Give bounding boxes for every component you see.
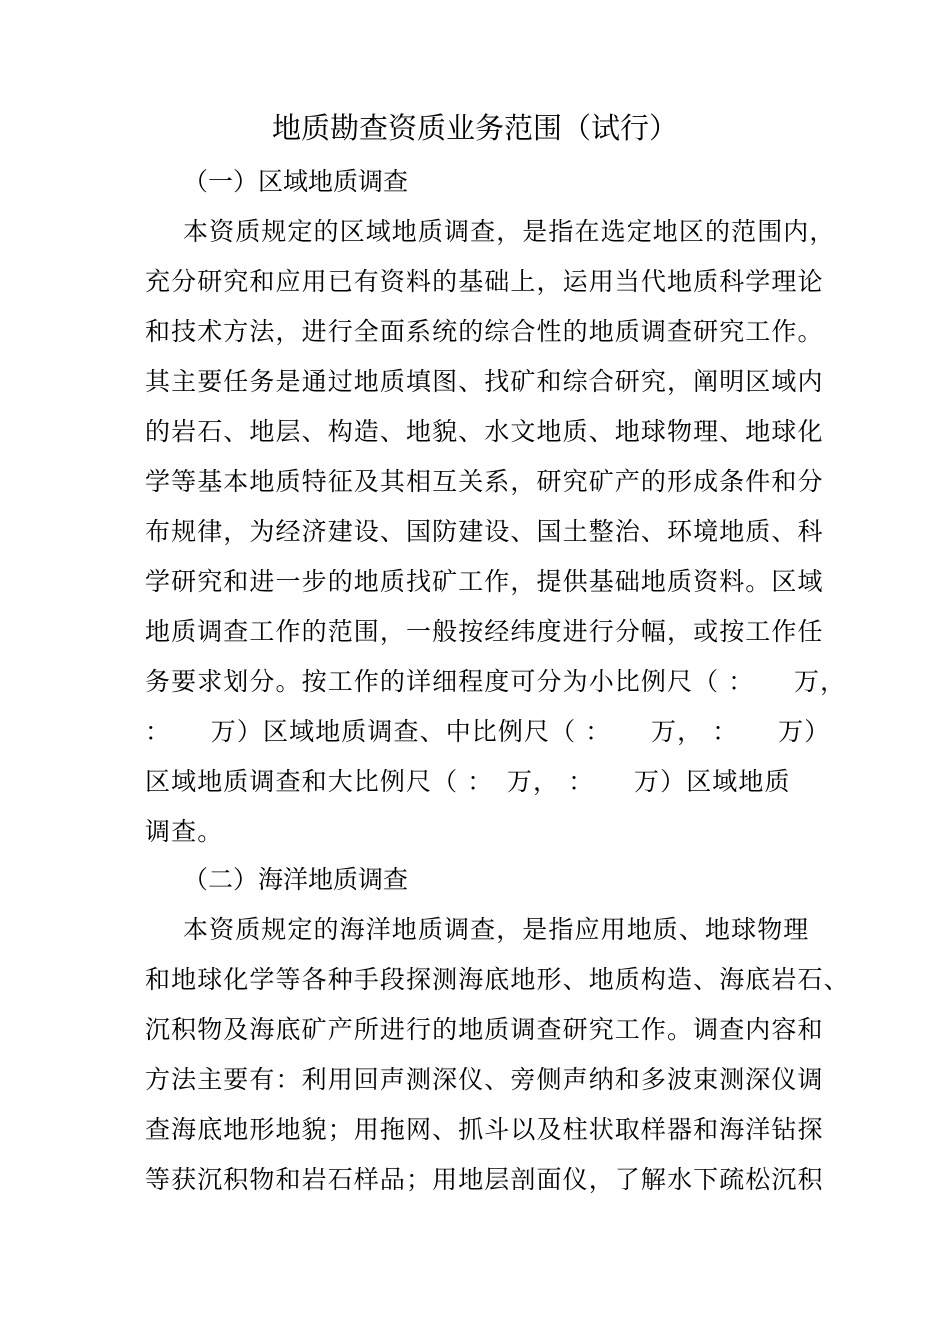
paragraph-line: 本资质规定的海洋地质调查，是指应用地质、地球物理: [183, 915, 810, 944]
paragraph-line: 沉积物及海底矿产所进行的地质调查研究工作。调查内容和: [145, 1015, 824, 1044]
paragraph-line: 和技术方法，进行全面系统的综合性的地质调查研究工作。: [145, 317, 824, 346]
paragraph-line: 查海底地形地貌；用拖网、抓斗以及柱状取样器和海洋钻探: [145, 1115, 824, 1144]
document-title: 地质勘查资质业务范围（试行）: [271, 111, 678, 145]
section-heading-regional-survey: （一）区域地质调查: [183, 167, 409, 196]
paragraph-line: 学等基本地质特征及其相互关系，研究矿产的形成条件和分: [145, 467, 824, 496]
paragraph-line: 和地球化学等各种手段探测海底地形、地质构造、海底岩石、: [145, 965, 850, 994]
paragraph-line: 其主要任务是通过地质填图、找矿和综合研究，阐明区域内: [145, 367, 824, 396]
paragraph-line: 方法主要有：利用回声测深仪、旁侧声纳和多波束测深仪调: [145, 1065, 824, 1094]
paragraph-line: ： 万）区域地质调查、中比例尺（ ： 万， ： 万）: [145, 717, 831, 746]
paragraph-line: 地质调查工作的范围，一般按经纬度进行分幅，或按工作任: [145, 617, 824, 646]
paragraph-line: 调查。: [145, 817, 224, 846]
paragraph-line: 务要求划分。按工作的详细程度可分为小比例尺（ ： 万，: [145, 667, 847, 696]
section-heading-marine-survey: （二）海洋地质调查: [183, 865, 409, 894]
paragraph-line: 的岩石、地层、构造、地貌、水文地质、地球物理、地球化: [145, 417, 824, 446]
paragraph-line: 布规律，为经济建设、国防建设、国土整治、环境地质、科: [145, 517, 824, 546]
paragraph-line: 充分研究和应用已有资料的基础上，运用当代地质科学理论: [145, 267, 824, 296]
paragraph-line: 等获沉积物和岩石样品；用地层剖面仪，了解水下疏松沉积: [145, 1165, 824, 1194]
paragraph-line: 学研究和进一步的地质找矿工作，提供基础地质资料。区域: [145, 567, 824, 596]
paragraph-line: 本资质规定的区域地质调查，是指在选定地区的范围内，: [183, 217, 836, 246]
paragraph-line: 区域地质调查和大比例尺（ ： 万， ： 万）区域地质: [145, 767, 791, 796]
